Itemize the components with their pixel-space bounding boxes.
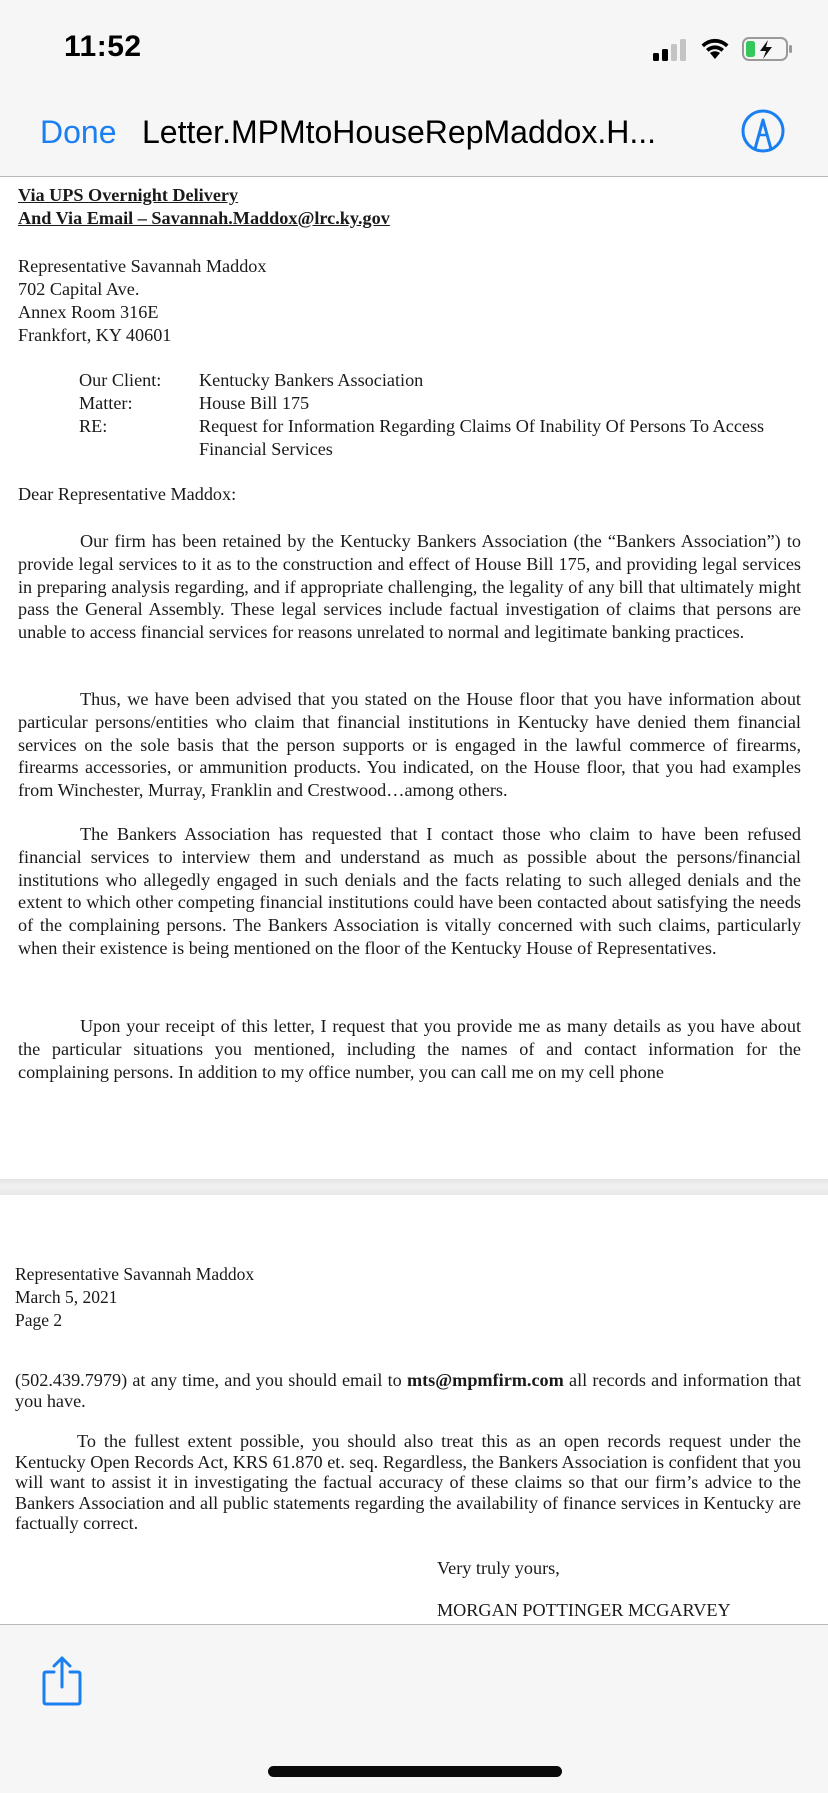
delivery-line-2: And Via Email – Savannah.Maddox@lrc.ky.gov	[18, 208, 390, 228]
salutation: Dear Representative Maddox:	[18, 484, 237, 504]
cellular-signal-icon	[653, 39, 693, 61]
matter-value: House Bill 175	[199, 393, 310, 413]
status-bar	[0, 0, 828, 100]
re-label: RE:	[79, 416, 108, 436]
matter-label: Matter:	[79, 393, 133, 413]
share-icon[interactable]	[40, 1655, 84, 1707]
re-value: Request for Information Regarding Claims Of Inability Of Persons To Access Financial Services	[199, 416, 765, 459]
body-paragraph: The Bankers Association has requested that I contact those who claim to have been refused financial services to interview them and understand as much as possible about the persons/financial institutions who allegedly engaged in such denials and the facts relating to such alleged denials and the extent to which other competing financial institutions could have been contacted about satisfying the needs of the complaining persons. The Bankers Association is vitally concerned with such claims, particularly when their existence is being mentioned on the floor of the Kentucky House of Representatives.	[18, 824, 801, 958]
address-line: Representative Savannah Maddox	[18, 256, 267, 276]
page-separator	[0, 1179, 828, 1196]
pdf-page-2	[0, 1195, 828, 1624]
navigation-bar	[0, 100, 828, 177]
paragraph-text: all records and information that you have.	[15, 1370, 801, 1411]
address-line: 702 Capital Ave.	[18, 279, 140, 299]
client-value: Kentucky Bankers Association	[199, 370, 424, 390]
status-time: 11:52	[64, 30, 142, 63]
email-link[interactable]: mts@mpmfirm.com	[406, 1370, 564, 1390]
page2-header-line: March 5, 2021	[15, 1287, 118, 1307]
home-indicator[interactable]	[268, 1766, 562, 1777]
done-button[interactable]: Done	[40, 114, 117, 150]
wifi-icon	[700, 36, 730, 60]
client-label: Our Client:	[79, 370, 162, 390]
pdf-page-1	[0, 177, 828, 1179]
address-line: Frankfort, KY 40601	[18, 325, 172, 345]
delivery-line-1: Via UPS Overnight Delivery	[18, 185, 239, 205]
battery-charging-icon	[742, 37, 794, 61]
page2-header-line: Representative Savannah Maddox	[15, 1264, 255, 1284]
address-line: Annex Room 316E	[18, 302, 159, 322]
markup-pen-icon[interactable]	[740, 108, 786, 154]
page2-header-line: Page 2	[15, 1310, 63, 1330]
bottom-toolbar	[0, 1624, 828, 1793]
closing: Very truly yours,	[437, 1558, 560, 1578]
firm-signature: MORGAN POTTINGER MCGARVEY	[437, 1600, 731, 1620]
body-paragraph: To the fullest extent possible, you should also treat this as an open records request under the Kentucky Open Records Act, KRS 61.870 et. seq. Regardless, the Bankers Association is confident that you will want to assist it in investigating the factual accuracy of these claims so that our firm’s advice to the Bankers Association and all public statements regarding the availability of finance services in Kentucky are factually correct.	[15, 1431, 801, 1533]
body-paragraph	[15, 1370, 801, 1412]
body-paragraph: Thus, we have been advised that you stated on the House floor that you have information about particular persons/entities who claim that financial institutions in Kentucky have denied them financial services on the sole basis that the person supports or is engaged in the lawful commerce of firearms, firearms accessories, or ammunition products. You indicated, on the House floor, that you had examples from Winchester, Murray, Franklin and Crestwood…among others.	[18, 689, 801, 801]
body-paragraph: Upon your receipt of this letter, I request that you provide me as many details as you have about the particular situations you mentioned, including the names of and contact information for the complaining persons. In addition to my office number, you can call me on my cell phone	[18, 1016, 801, 1082]
document-title: Letter.MPMtoHouseRepMaddox.H...	[142, 114, 657, 150]
body-paragraph: Our firm has been retained by the Kentucky Bankers Association (the “Bankers Association”) to provide legal services to it as to the construction and effect of House Bill 175, and providing legal services in preparing analysis regarding, and if appropriate challenging, the legality of any bill that ultimately might pass the General Assembly. These legal services include factual investigation of claims that persons are unable to access financial services for reasons unrelated to normal and legitimate banking practices.	[18, 531, 801, 643]
paragraph-text: (502.439.7979) at any time, and you should email to	[15, 1370, 407, 1390]
